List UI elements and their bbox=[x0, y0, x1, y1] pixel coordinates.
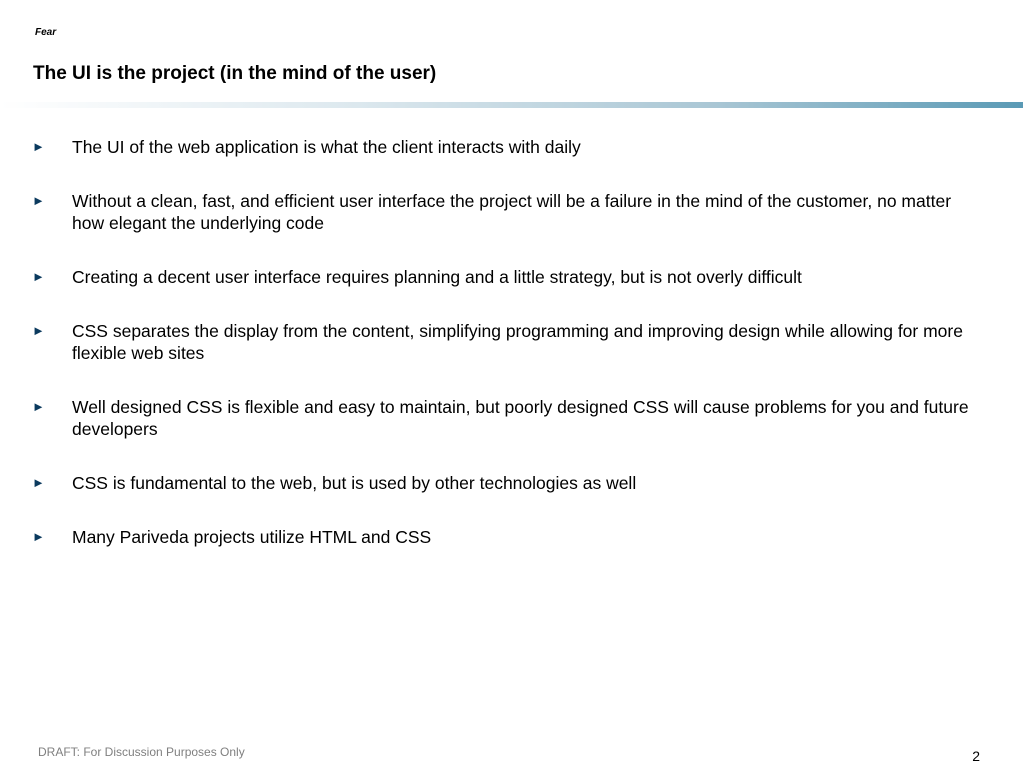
bullet-text: CSS is fundamental to the web, but is used by other technologies as well bbox=[72, 473, 637, 493]
triangle-bullet-icon: ► bbox=[32, 529, 45, 544]
triangle-bullet-icon: ► bbox=[32, 269, 45, 284]
bullet-text: Well designed CSS is flexible and easy to maintain, but poorly designed CSS will cause problems for you and future developers bbox=[72, 397, 969, 439]
bullet-item bbox=[32, 266, 972, 288]
section-label: Fear bbox=[35, 27, 57, 38]
bullet-item bbox=[32, 136, 972, 158]
title-divider bbox=[0, 102, 1023, 108]
triangle-bullet-icon: ► bbox=[32, 475, 45, 490]
bullet-item bbox=[32, 190, 972, 234]
bullet-text: Creating a decent user interface requires planning and a little strategy, but is not overly difficult bbox=[72, 267, 802, 287]
triangle-bullet-icon: ► bbox=[32, 399, 45, 414]
bullet-text: Without a clean, fast, and efficient user interface the project will be a failure in the mind of the customer, no matter how elegant the underlying code bbox=[72, 191, 952, 233]
triangle-bullet-icon: ► bbox=[32, 193, 45, 208]
triangle-bullet-icon: ► bbox=[32, 139, 45, 154]
triangle-bullet-icon: ► bbox=[32, 323, 45, 338]
bullet-item bbox=[32, 526, 972, 548]
bullet-item bbox=[32, 472, 972, 494]
bullet-list bbox=[32, 136, 972, 580]
bullet-text: The UI of the web application is what the client interacts with daily bbox=[72, 137, 581, 157]
page-number: 2 bbox=[972, 748, 980, 764]
bullet-text: CSS separates the display from the content, simplifying programming and improving design while allowing for more flexible web sites bbox=[72, 321, 963, 363]
bullet-item bbox=[32, 320, 972, 364]
draft-footer-note: DRAFT: For Discussion Purposes Only bbox=[38, 745, 245, 759]
bullet-item bbox=[32, 396, 972, 440]
bullet-text: Many Pariveda projects utilize HTML and CSS bbox=[72, 527, 432, 547]
slide-title: The UI is the project (in the mind of the user) bbox=[33, 63, 437, 84]
